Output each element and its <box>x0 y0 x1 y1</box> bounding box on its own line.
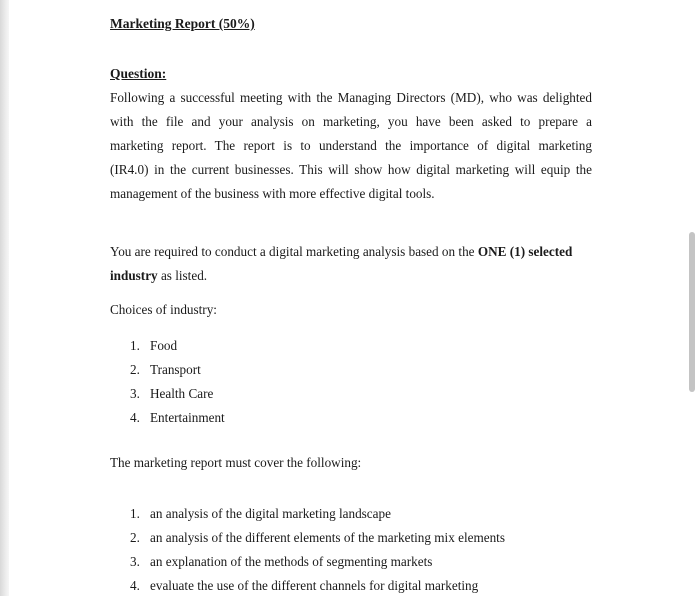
industry-label: Health Care <box>150 386 214 401</box>
paragraph-line: management of the business with more effective digital tools. <box>110 186 435 201</box>
list-number: 1. <box>130 338 140 353</box>
list-item <box>130 502 505 526</box>
list-item <box>130 406 225 430</box>
industry-list <box>130 334 225 430</box>
list-number: 4. <box>130 578 140 593</box>
requirement-paragraph <box>110 240 592 288</box>
requirement-label: an analysis of the digital marketing landscape <box>150 506 391 521</box>
industry-label: Transport <box>150 362 201 377</box>
list-item <box>130 334 225 358</box>
list-number: 2. <box>130 530 140 545</box>
paragraph-line: marketing report. The report is to understand the importance of digital marketing <box>110 138 592 153</box>
requirements-list <box>130 502 505 598</box>
list-item <box>130 574 505 598</box>
report-title: Marketing Report (50%) <box>110 16 255 31</box>
paragraph-line: (IR4.0) in the current businesses. This will show how digital marketing will equip the <box>110 162 592 177</box>
list-number: 2. <box>130 362 140 377</box>
requirement-text: You are required to conduct a digital marketing analysis based on the <box>110 244 478 259</box>
list-number: 3. <box>130 554 140 569</box>
requirement-label: an analysis of the different elements of the marketing mix elements <box>150 530 505 545</box>
industry-emphasis: industry <box>110 268 158 283</box>
question-paragraph <box>110 86 592 206</box>
list-number: 3. <box>130 386 140 401</box>
question-label: Question: <box>110 66 167 81</box>
list-item <box>130 382 225 406</box>
window-left-edge <box>0 0 9 596</box>
requirement-label: evaluate the use of the different channels for digital marketing <box>150 578 479 593</box>
choices-heading: Choices of industry: <box>110 302 217 317</box>
requirement-text-end: as listed. <box>157 268 208 283</box>
paragraph-line: Following a successful meeting with the Managing Directors (MD), who was delighted <box>110 90 592 105</box>
industry-label: Entertainment <box>150 410 225 425</box>
selected-emphasis: ONE (1) selected <box>477 244 573 259</box>
list-item <box>130 550 505 574</box>
industry-label: Food <box>150 338 178 353</box>
list-number: 4. <box>130 410 140 425</box>
list-item <box>130 526 505 550</box>
cover-heading: The marketing report must cover the following: <box>110 455 362 470</box>
requirement-label: an explanation of the methods of segmenting markets <box>150 554 433 569</box>
list-item <box>130 358 225 382</box>
list-number: 1. <box>130 506 140 521</box>
paragraph-line: with the file and your analysis on marketing, you have been asked to prepare a <box>110 114 592 129</box>
scrollbar-thumb[interactable] <box>689 232 695 392</box>
